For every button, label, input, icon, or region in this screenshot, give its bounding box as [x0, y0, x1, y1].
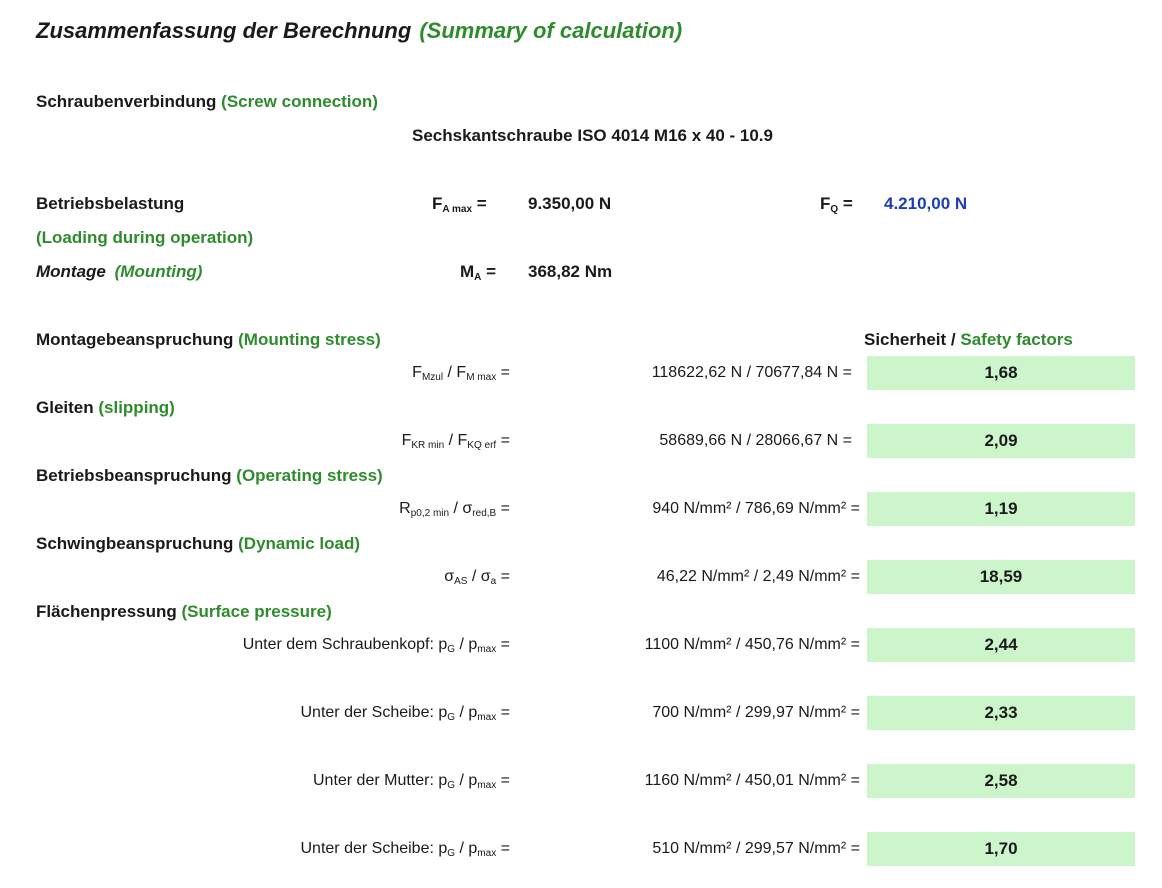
fq-label: $F_Q$ = — [820, 194, 853, 215]
mounting-value: 118622,62 N / 70677,84 N = — [651, 364, 852, 381]
washer2-pressure-safety-factor: 1,70 — [867, 832, 1135, 866]
operating-value: 940 N/mm² / 786,69 N/mm² = — [652, 500, 860, 517]
nut-pressure-formula: Unter der Mutter: $p_G / p_{max}$ = — [312, 772, 510, 791]
operating-safety-factor: 1,19 — [867, 492, 1135, 526]
section-surface-pressure: Flächenpressung (Surface pressure) — [36, 602, 332, 621]
ma-label: $M_A$ = — [460, 262, 497, 283]
ma-value: 368,82 Nm — [528, 262, 613, 281]
operating-formula: $R_{p0,2 min} / \sigma_{red,B}$ = — [399, 500, 510, 519]
fa-max-value: 9.350,00 N — [528, 194, 612, 213]
screw-heading-en: (Screw connection) — [221, 92, 378, 111]
title-de: Zusammenfassung der Berechnung — [36, 18, 412, 43]
mounting-label-en: (Mounting) — [114, 262, 203, 281]
screw-heading — [36, 92, 378, 112]
safety-header: Sicherheit / Safety factors — [864, 330, 1073, 349]
screw-heading-de: Schraubenverbindung — [36, 92, 217, 111]
nut-pressure-safety-factor: 2,58 — [867, 764, 1135, 798]
nut-pressure-value: 1160 N/mm² / 450,01 N/mm² = — [644, 772, 860, 789]
loading-label-de: Betriebsbelastung — [36, 194, 185, 213]
washer1-pressure-safety-factor: 2,33 — [867, 696, 1135, 730]
page-title — [36, 18, 682, 44]
section-dynamic-load: Schwingbeanspruchung (Dynamic load) — [36, 534, 360, 553]
head-pressure-safety-factor: 2,44 — [867, 628, 1135, 662]
washer2-pressure-value: 510 N/mm² / 299,57 N/mm² = — [652, 840, 860, 857]
mounting-formula: $F_{Mzul} / F_{M max}$ = — [412, 364, 510, 383]
washer2-pressure-formula: Unter der Scheibe: $p_G / p_{max}$ = — [300, 840, 510, 859]
head-pressure-value: 1100 N/mm² / 450,76 N/mm² = — [644, 636, 860, 653]
section-mounting-stress: Montagebeanspruchung (Mounting stress) — [36, 330, 381, 349]
title-en: (Summary of calculation) — [419, 18, 683, 43]
fq-value: 4.210,00 N — [884, 194, 968, 213]
slipping-value: 58689,66 N / 28066,67 N = — [659, 432, 852, 449]
slipping-formula: $F_{KR min} / F_{KQ erf}$ = — [401, 432, 510, 451]
head-pressure-formula: Unter dem Schraubenkopf: $p_G / p_{max}$ = — [242, 636, 510, 655]
dynamic-formula: $\sigma_{AS} / \sigma_a$ = — [444, 568, 510, 587]
fa-max-label: $F_{A max}$ = — [432, 194, 487, 215]
loading-label-en: (Loading during operation) — [36, 228, 254, 247]
slipping-safety-factor: 2,09 — [867, 424, 1135, 458]
mounting-label — [36, 262, 202, 282]
dynamic-safety-factor: 18,59 — [867, 560, 1135, 594]
washer1-pressure-formula: Unter der Scheibe: $p_G / p_{max}$ = — [300, 704, 510, 723]
screw-designation: Sechskantschraube ISO 4014 M16 x 40 - 10.9 — [412, 126, 773, 145]
dynamic-value: 46,22 N/mm² / 2,49 N/mm² = — [656, 568, 860, 585]
section-operating-stress: Betriebsbeanspruchung (Operating stress) — [36, 466, 383, 485]
section-slipping: Gleiten (slipping) — [36, 398, 175, 417]
washer1-pressure-value: 700 N/mm² / 299,97 N/mm² = — [652, 704, 860, 721]
mounting-label-de: Montage — [36, 262, 106, 281]
mounting-safety-factor: 1,68 — [867, 356, 1135, 390]
